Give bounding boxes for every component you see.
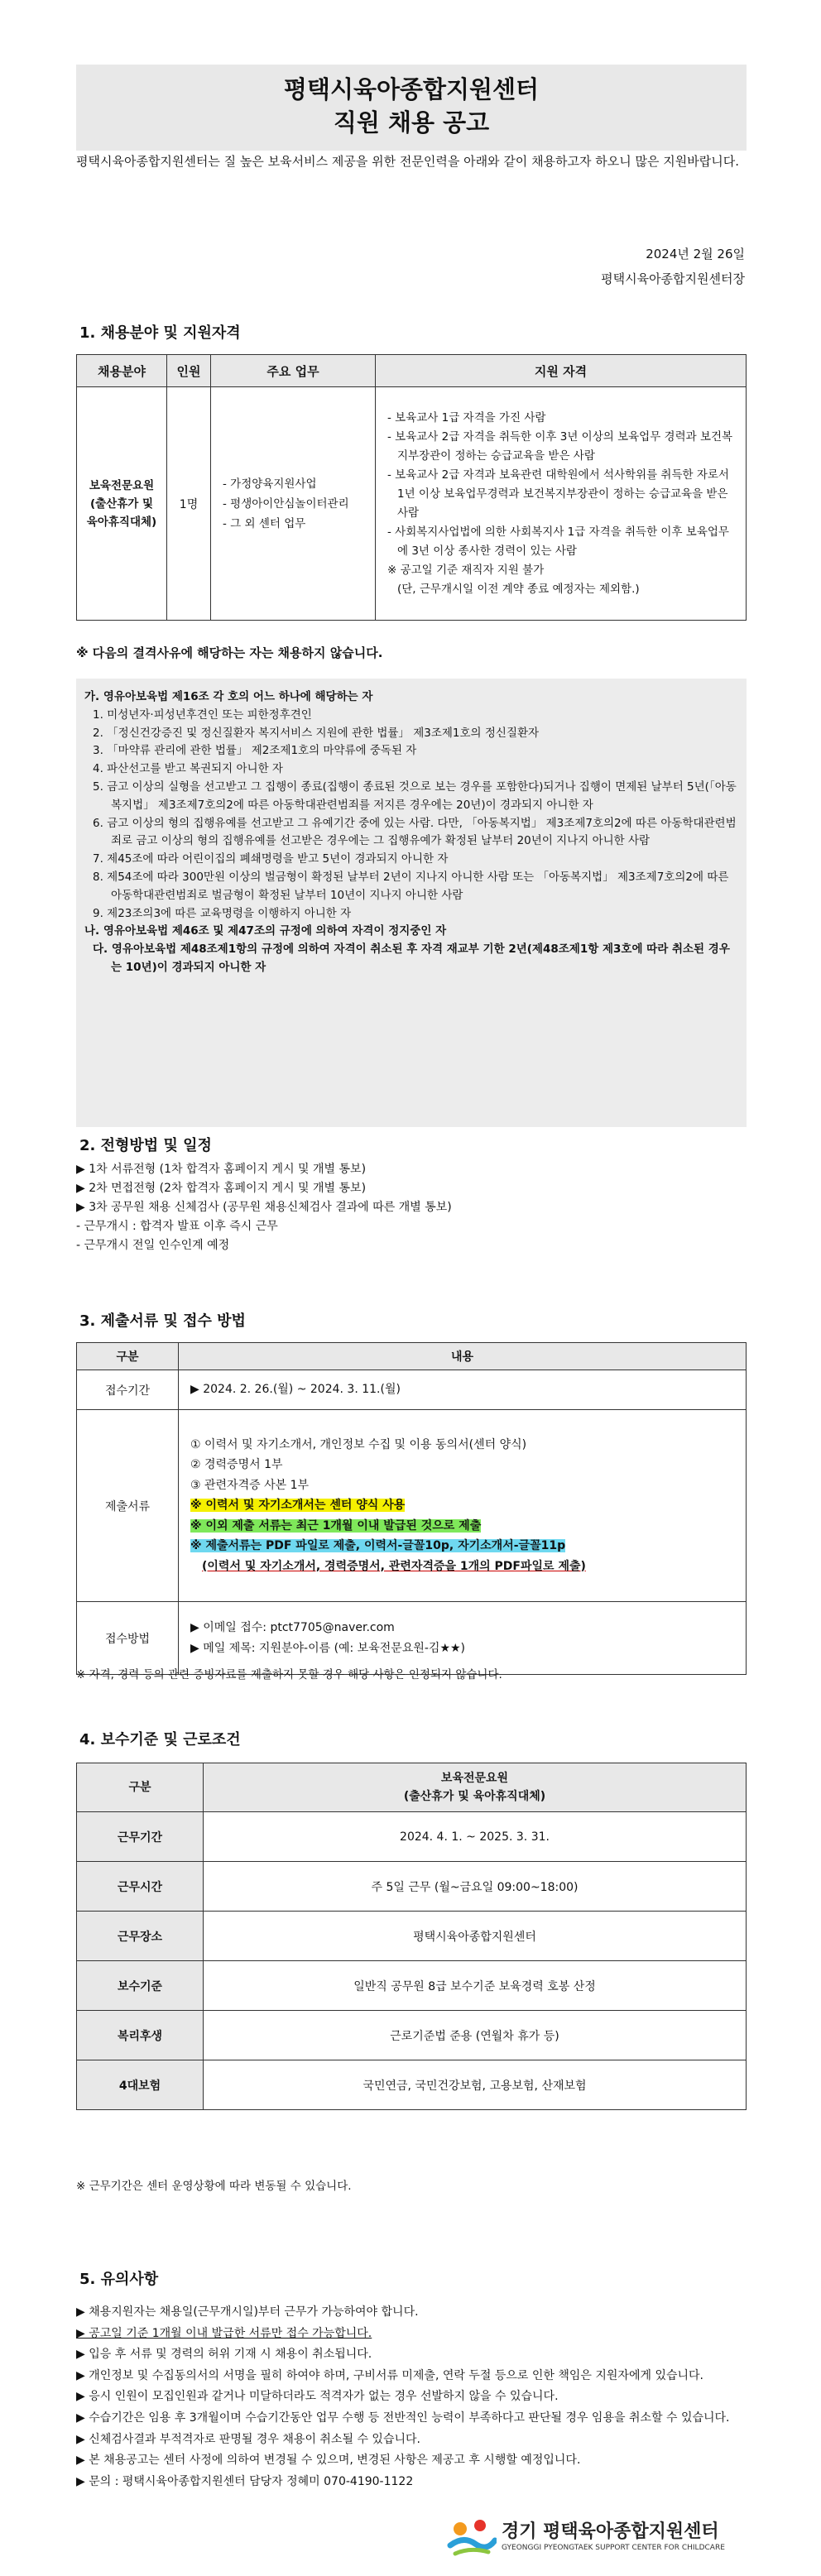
period-value: ▶ 2024. 2. 26.(월) ~ 2024. 3. 11.(월) bbox=[179, 1370, 747, 1410]
th-gubun: 구분 bbox=[77, 1343, 179, 1370]
center-logo bbox=[447, 2514, 795, 2560]
duties-cell bbox=[211, 387, 376, 621]
sec2-line: ▶ 2차 면접전형 (2차 합격자 홈페이지 게시 및 개별 통보) bbox=[76, 1182, 367, 1195]
row-label: 보수기준 bbox=[77, 1961, 204, 2011]
intro-text: 평택시육아종합지원센터는 질 높은 보육서비스 제공을 위한 전문인력을 아래와 같이 채용하고자 하오니 많은 지원바랍니다. bbox=[76, 154, 739, 169]
doc-item: ① 이력서 및 자기소개서, 개인정보 수집 및 이용 동의서(센터 양식) bbox=[190, 1437, 527, 1451]
notice-item: ▶ 공고일 기준 1개월 이내 발급한 서류만 접수 가능합니다. bbox=[76, 2326, 372, 2340]
highlight-note: ※ 이외 제출 서류는 최근 1개월 이내 발급된 것으로 제출 bbox=[190, 1518, 482, 1533]
sec2-heading: 2. 전형방법 및 일정 bbox=[79, 1137, 212, 1154]
issuer: 평택시육아종합지원센터장 bbox=[601, 271, 745, 286]
title-line1: 평택시육아종합지원센터 bbox=[283, 75, 540, 103]
qual-item: ※ 공고일 기준 재직자 지원 불가 bbox=[387, 563, 545, 577]
sec2-line: ▶ 3차 공무원 채용 신체검사 (공무원 채용신체검사 결과에 따른 개별 통보) bbox=[76, 1201, 452, 1214]
row-value: 2024. 4. 1. ~ 2025. 3. 31. bbox=[204, 1812, 747, 1862]
disq-box bbox=[76, 679, 747, 1127]
doc-item: ③ 관련자격증 사본 1부 bbox=[190, 1478, 310, 1492]
row-label: 근무시간 bbox=[77, 1862, 204, 1912]
qual-item: - 사회복지사업법에 의한 사회복지사 1급 자격을 취득한 이후 보육업무에 3년 이상 종사한 경력이 있는 사람 bbox=[387, 525, 729, 558]
sec1-table bbox=[76, 354, 747, 621]
disq-item: 3. 「마약류 관리에 관한 법률」 제2조제1호의 마약류에 중독된 자 bbox=[93, 744, 417, 758]
notice-item: ▶ 수습기간은 임용 후 3개월이며 수습기간동안 업무 수행 등 전반적인 능력이 부족하다고 판단될 경우 임용을 취소할 수 있습니다. bbox=[76, 2411, 730, 2425]
notice-item: ▶ 개인정보 및 수집동의서의 서명을 필히 하여야 하며, 구비서류 미제출, 연락 두절 등으로 인한 책임은 지원자에게 있습니다. bbox=[76, 2368, 703, 2382]
sec2-line: - 근무개시 : 합격자 발표 이후 즉시 근무 bbox=[76, 1220, 278, 1233]
disq-item: 1. 미성년자·피성년후견인 또는 피한정후견인 bbox=[93, 708, 312, 722]
notice-item: ▶ 채용지원자는 채용일(근무개시일)부터 근무가 가능하여야 합니다. bbox=[76, 2305, 419, 2319]
sec2-body bbox=[76, 1160, 452, 1255]
sec4-table bbox=[76, 1763, 747, 2110]
sec3-heading: 3. 제출서류 및 접수 방법 bbox=[79, 1312, 246, 1330]
notice-item: ▶ 입응 후 서류 및 경력의 허위 기재 시 채용이 취소됩니다. bbox=[76, 2348, 372, 2362]
row-label: 근무기간 bbox=[77, 1812, 204, 1862]
th-duties: 주요 업무 bbox=[211, 355, 376, 387]
duty-item: - 평생아이안심놀이터관리 bbox=[223, 496, 349, 511]
highlight-note: ※ 제출서류는 PDF 파일로 제출, 이력서-글꼴10p, 자기소개서-글꼴11p bbox=[190, 1539, 566, 1553]
sec1-heading: 1. 채용분야 및 지원자격 bbox=[79, 324, 241, 342]
disq-item: 2. 「정신건강증진 및 정신질환자 복지서비스 지원에 관한 법률」 제3조제1호의 정신질환자 bbox=[93, 726, 540, 740]
docs-cell bbox=[179, 1410, 747, 1602]
row-value: 평택시육아종합지원센터 bbox=[204, 1912, 747, 1961]
disq-item: 6. 금고 이상의 형의 집행유예를 선고받고 그 유예기간 중에 있는 사람. 다만, 「아동복지법」 제3조제7호의2에 따른 아동학대관련범죄로 금고 이상의 형의 집행유예를 선고받은 경우에는 그 집행유예가 확정된 날부터 20년이 지나지 아니한 사람 bbox=[93, 816, 737, 848]
row-value: 근로기준법 준용 (연월차 휴가 등) bbox=[204, 2011, 747, 2060]
logo-sub: GYEONGGI PYEONGTAEK SUPPORT CENTER FOR CHILDCARE bbox=[502, 2544, 725, 2552]
sec2-line: - 근무개시 전일 인수인계 예정 bbox=[76, 1239, 230, 1252]
docs-label: 제출서류 bbox=[77, 1410, 179, 1602]
notice-item: ▶ 응시 인원이 모집인원과 같거나 미달하더라도 적격자가 없는 경우 선발하지 않을 수 있습니다. bbox=[76, 2390, 559, 2404]
field-line: (출산휴가 및 bbox=[89, 496, 154, 511]
th-position bbox=[204, 1763, 747, 1812]
sec3-table bbox=[76, 1342, 747, 1675]
duty-item: - 가정양육지원사업 bbox=[223, 477, 317, 491]
qual-item: - 보육교사 1급 자격을 가진 사람 bbox=[387, 410, 546, 425]
disq-na: 나. 영유아보육법 제46조 및 제47조의 규정에 의하여 자격이 정지중인 자 bbox=[84, 924, 447, 938]
sec2-line: ▶ 1차 서류전형 (1차 합격자 홈페이지 게시 및 개별 통보) bbox=[76, 1163, 367, 1176]
row-value: 주 5일 근무 (월~금요일 09:00~18:00) bbox=[204, 1862, 747, 1912]
notice-item: ▶ 신체검사결과 부적격자로 판명될 경우 채용이 취소될 수 있습니다. bbox=[76, 2432, 420, 2446]
notice-item: ▶ 문의 : 평택시육아종합지원센터 담당자 정혜미 070-4190-1122 bbox=[76, 2474, 414, 2488]
row-value: 국민연금, 국민건강보험, 고용보험, 산재보험 bbox=[204, 2060, 747, 2110]
th-gubun4: 구분 bbox=[77, 1763, 204, 1812]
row-value: 일반직 공무원 8급 보수기준 보육경력 호봉 산정 bbox=[204, 1961, 747, 2011]
title-box bbox=[76, 65, 747, 151]
qual-item: (단, 근무개시일 이전 계약 종료 예정자는 제외함.) bbox=[397, 582, 640, 596]
disq-item: 4. 파산선고를 받고 복권되지 아니한 자 bbox=[93, 762, 283, 776]
method-label: 접수방법 bbox=[77, 1602, 179, 1675]
disq-warning: ※ 다음의 결격사유에 해당하는 자는 채용하지 않습니다. bbox=[76, 645, 383, 660]
position-line: 보육전문요원 bbox=[440, 1772, 509, 1785]
logo-icon bbox=[447, 2516, 497, 2557]
period-label: 접수기간 bbox=[77, 1370, 179, 1410]
row-label: 근무장소 bbox=[77, 1912, 204, 1961]
method-subject: ▶ 메일 제목: 지원분야-이름 (예: 보육전문요원-김★★) bbox=[190, 1641, 466, 1655]
announce-date: 2024년 2월 26일 bbox=[646, 247, 745, 261]
logo-name: 경기 평택육아종합지원센터 bbox=[502, 2521, 719, 2542]
sec4-heading: 4. 보수기준 및 근로조건 bbox=[79, 1731, 241, 1749]
disq-item: 7. 제45조에 따라 어린이집의 폐쇄명령을 받고 5년이 경과되지 아니한 자 bbox=[93, 852, 449, 866]
count-cell: 1명 bbox=[167, 387, 211, 621]
method-email: ▶ 이메일 접수: ptct7705@naver.com bbox=[190, 1621, 395, 1634]
method-cell bbox=[179, 1602, 747, 1675]
sec5-heading: 5. 유의사항 bbox=[79, 2271, 159, 2288]
disq-item: 5. 금고 이상의 실형을 선고받고 그 집행이 종료(집행이 종료된 것으로 보는 경우를 포함한다)되거나 집행이 면제된 날부터 5년(「아동복지법」 제3조제7호의2에 따른 아동학대관련범죄를 저지른 경우에는 20년)이 경과되지 아니한 자 bbox=[93, 780, 737, 812]
title-line2: 직원 채용 공고 bbox=[333, 108, 490, 137]
quals-cell bbox=[376, 387, 747, 621]
sec3-note: ※ 자격, 경력 등의 관련 증빙자료를 제출하지 못할 경우 해당 사항은 인정되지 않습니다. bbox=[76, 1668, 502, 1681]
sec4-note: ※ 근무기간은 센터 운영상황에 따라 변동될 수 있습니다. bbox=[76, 2180, 352, 2193]
th-quals: 지원 자격 bbox=[376, 355, 747, 387]
disq-item: 9. 제23조의3에 따른 교육명령을 이행하지 아니한 자 bbox=[93, 906, 352, 920]
notice-item: ▶ 본 채용공고는 센터 사정에 의하여 변경될 수 있으며, 변경된 사항은 제공고 후 시행할 예정입니다. bbox=[76, 2454, 581, 2468]
position-line: (출산휴가 및 육아휴직대체) bbox=[403, 1790, 546, 1803]
field-line: 보육전문요원 bbox=[89, 478, 155, 492]
field-cell bbox=[77, 387, 167, 621]
th-content: 내용 bbox=[179, 1343, 747, 1370]
disq-da: 다. 영유아보육법 제48조제1항의 규정에 의하여 자격이 취소된 후 자격 재교부 기한 2년(제48조제1항 제3호에 따라 취소된 경우는 10년)이 경과되지 아니한 자 bbox=[93, 943, 730, 974]
disq-ga: 가. 영유아보육법 제16조 각 호의 어느 하나에 해당하는 자 bbox=[84, 690, 373, 703]
qual-item: - 보육교사 2급 자격을 취득한 이후 3년 이상의 보육업무 경력과 보건복지부장관이 정하는 승급교육을 받은 사람 bbox=[387, 429, 733, 463]
highlight-note: ※ 이력서 및 자기소개서는 센터 양식 사용 bbox=[190, 1499, 406, 1513]
sec5-body bbox=[76, 2302, 755, 2492]
th-count: 인원 bbox=[167, 355, 211, 387]
th-field: 채용분야 bbox=[77, 355, 167, 387]
row-label: 4대보험 bbox=[77, 2060, 204, 2110]
date-block bbox=[601, 242, 745, 291]
highlight-note-sub: (이력서 및 자기소개서, 경력증명서, 관련자격증을 1개의 PDF파일로 제출) bbox=[202, 1559, 586, 1573]
duty-item: - 그 외 센터 업무 bbox=[223, 516, 306, 530]
disq-item: 8. 제54조에 따라 300만원 이상의 벌금형이 확정된 날부터 2년이 지나지 아니한 사람 또는 「아동복지법」 제3조제7호의2에 따른 아동학대관련범죄로 벌금형이 확정된 날부터 10년이 지나지 아니한 사람 bbox=[93, 870, 729, 902]
qual-item: - 보육교사 2급 자격과 보육관련 대학원에서 석사학위를 취득한 자로서 1년 이상 보육업무경력과 보건복지부장관이 정하는 승급교육을 받은 사람 bbox=[387, 468, 729, 520]
field-line: 육아휴직대체) bbox=[86, 515, 157, 529]
row-label: 복리후생 bbox=[77, 2011, 204, 2060]
doc-item: ② 경력증명서 1부 bbox=[190, 1458, 283, 1472]
